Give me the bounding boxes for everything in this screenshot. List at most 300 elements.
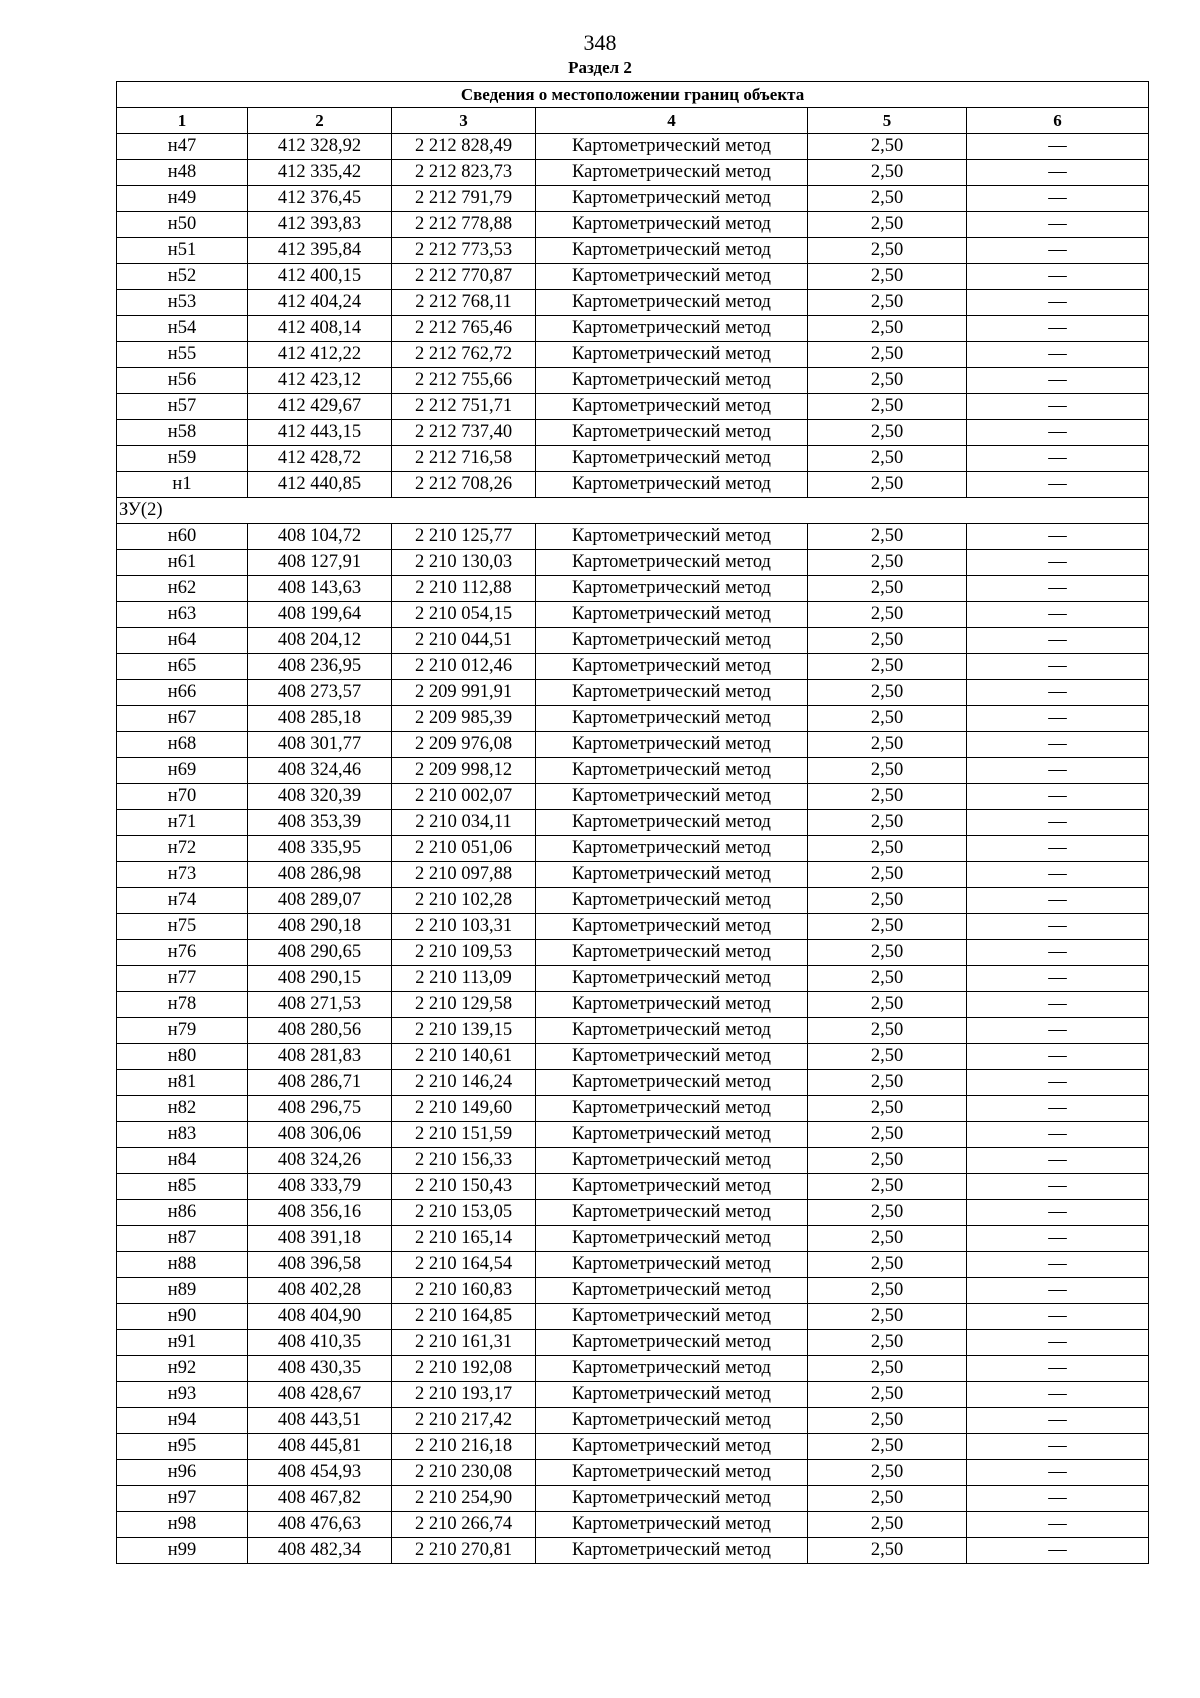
x-coordinate-cell: 412 428,72: [248, 446, 392, 472]
y-coordinate-cell: 2 210 161,31: [392, 1330, 536, 1356]
y-coordinate-cell: 2 210 156,33: [392, 1148, 536, 1174]
description-cell: —: [967, 446, 1149, 472]
method-cell: Картометрический метод: [536, 1226, 808, 1252]
point-id-cell: н73: [117, 862, 248, 888]
description-cell: —: [967, 784, 1149, 810]
method-cell: Картометрический метод: [536, 602, 808, 628]
x-coordinate-cell: 408 273,57: [248, 680, 392, 706]
accuracy-cell: 2,50: [808, 524, 967, 550]
x-coordinate-cell: 408 290,65: [248, 940, 392, 966]
table-row: [117, 576, 1149, 602]
method-cell: Картометрический метод: [536, 1538, 808, 1564]
accuracy-cell: 2,50: [808, 368, 967, 394]
accuracy-cell: 2,50: [808, 992, 967, 1018]
method-cell: Картометрический метод: [536, 1356, 808, 1382]
point-id-cell: н61: [117, 550, 248, 576]
y-coordinate-cell: 2 209 985,39: [392, 706, 536, 732]
accuracy-cell: 2,50: [808, 576, 967, 602]
table-body: [117, 134, 1149, 1564]
description-cell: —: [967, 576, 1149, 602]
method-cell: Картометрический метод: [536, 368, 808, 394]
description-cell: —: [967, 992, 1149, 1018]
y-coordinate-cell: 2 212 791,79: [392, 186, 536, 212]
x-coordinate-cell: 408 271,53: [248, 992, 392, 1018]
column-header-2: 2: [248, 108, 392, 134]
method-cell: Картометрический метод: [536, 1304, 808, 1330]
x-coordinate-cell: 408 428,67: [248, 1382, 392, 1408]
accuracy-cell: 2,50: [808, 472, 967, 498]
page-number: 348: [583, 30, 617, 55]
method-cell: Картометрический метод: [536, 836, 808, 862]
description-cell: —: [967, 706, 1149, 732]
accuracy-cell: 2,50: [808, 186, 967, 212]
accuracy-cell: 2,50: [808, 446, 967, 472]
method-cell: Картометрический метод: [536, 1252, 808, 1278]
table-row: [117, 706, 1149, 732]
point-id-cell: н70: [117, 784, 248, 810]
method-cell: Картометрический метод: [536, 290, 808, 316]
x-coordinate-cell: 408 467,82: [248, 1486, 392, 1512]
description-cell: —: [967, 186, 1149, 212]
description-cell: —: [967, 732, 1149, 758]
table-row: [117, 1174, 1149, 1200]
description-cell: —: [967, 1538, 1149, 1564]
accuracy-cell: 2,50: [808, 420, 967, 446]
point-id-cell: н55: [117, 342, 248, 368]
point-id-cell: н98: [117, 1512, 248, 1538]
point-id-cell: н52: [117, 264, 248, 290]
y-coordinate-cell: 2 210 165,14: [392, 1226, 536, 1252]
description-cell: —: [967, 368, 1149, 394]
y-coordinate-cell: 2 212 778,88: [392, 212, 536, 238]
x-coordinate-cell: 408 320,39: [248, 784, 392, 810]
y-coordinate-cell: 2 210 012,46: [392, 654, 536, 680]
point-id-cell: н67: [117, 706, 248, 732]
method-cell: Картометрический метод: [536, 1096, 808, 1122]
y-coordinate-cell: 2 210 270,81: [392, 1538, 536, 1564]
table-row: [117, 1304, 1149, 1330]
method-cell: Картометрический метод: [536, 1148, 808, 1174]
accuracy-cell: 2,50: [808, 160, 967, 186]
accuracy-cell: 2,50: [808, 940, 967, 966]
method-cell: Картометрический метод: [536, 134, 808, 160]
description-cell: —: [967, 1200, 1149, 1226]
description-cell: —: [967, 1278, 1149, 1304]
accuracy-cell: 2,50: [808, 966, 967, 992]
y-coordinate-cell: 2 210 164,85: [392, 1304, 536, 1330]
accuracy-cell: 2,50: [808, 836, 967, 862]
x-coordinate-cell: 412 429,67: [248, 394, 392, 420]
x-coordinate-cell: 408 353,39: [248, 810, 392, 836]
table-row: [117, 160, 1149, 186]
point-id-cell: н78: [117, 992, 248, 1018]
table-row: [117, 368, 1149, 394]
x-coordinate-cell: 408 199,64: [248, 602, 392, 628]
point-id-cell: н81: [117, 1070, 248, 1096]
accuracy-cell: 2,50: [808, 264, 967, 290]
accuracy-cell: 2,50: [808, 1226, 967, 1252]
x-coordinate-cell: 408 286,98: [248, 862, 392, 888]
y-coordinate-cell: 2 210 230,08: [392, 1460, 536, 1486]
point-id-cell: н47: [117, 134, 248, 160]
x-coordinate-cell: 408 127,91: [248, 550, 392, 576]
x-coordinate-cell: 408 324,26: [248, 1148, 392, 1174]
method-cell: Картометрический метод: [536, 758, 808, 784]
accuracy-cell: 2,50: [808, 628, 967, 654]
x-coordinate-cell: 408 285,18: [248, 706, 392, 732]
point-id-cell: н95: [117, 1434, 248, 1460]
table-row: [117, 316, 1149, 342]
method-cell: Картометрический метод: [536, 160, 808, 186]
column-number-row: [117, 108, 1149, 134]
description-cell: —: [967, 1512, 1149, 1538]
y-coordinate-cell: 2 212 737,40: [392, 420, 536, 446]
point-id-cell: н68: [117, 732, 248, 758]
description-cell: —: [967, 1044, 1149, 1070]
point-id-cell: н94: [117, 1408, 248, 1434]
point-id-cell: н66: [117, 680, 248, 706]
accuracy-cell: 2,50: [808, 1018, 967, 1044]
group-row: [117, 498, 1149, 524]
table-row: [117, 966, 1149, 992]
point-id-cell: н58: [117, 420, 248, 446]
point-id-cell: н92: [117, 1356, 248, 1382]
description-cell: —: [967, 602, 1149, 628]
x-coordinate-cell: 408 443,51: [248, 1408, 392, 1434]
point-id-cell: н51: [117, 238, 248, 264]
y-coordinate-cell: 2 210 139,15: [392, 1018, 536, 1044]
table-row: [117, 1200, 1149, 1226]
point-id-cell: н57: [117, 394, 248, 420]
table-row: [117, 602, 1149, 628]
accuracy-cell: 2,50: [808, 550, 967, 576]
point-id-cell: н85: [117, 1174, 248, 1200]
table-row: [117, 550, 1149, 576]
x-coordinate-cell: 412 404,24: [248, 290, 392, 316]
x-coordinate-cell: 412 395,84: [248, 238, 392, 264]
table-row: [117, 1356, 1149, 1382]
point-id-cell: н56: [117, 368, 248, 394]
table-row: [117, 654, 1149, 680]
y-coordinate-cell: 2 210 034,11: [392, 810, 536, 836]
x-coordinate-cell: 408 482,34: [248, 1538, 392, 1564]
method-cell: Картометрический метод: [536, 238, 808, 264]
method-cell: Картометрический метод: [536, 732, 808, 758]
method-cell: Картометрический метод: [536, 888, 808, 914]
table-row: [117, 1512, 1149, 1538]
accuracy-cell: 2,50: [808, 602, 967, 628]
x-coordinate-cell: 408 289,07: [248, 888, 392, 914]
y-coordinate-cell: 2 212 716,58: [392, 446, 536, 472]
description-cell: —: [967, 1304, 1149, 1330]
description-cell: —: [967, 758, 1149, 784]
point-id-cell: н62: [117, 576, 248, 602]
point-id-cell: н75: [117, 914, 248, 940]
table-row: [117, 940, 1149, 966]
point-id-cell: н69: [117, 758, 248, 784]
y-coordinate-cell: 2 210 266,74: [392, 1512, 536, 1538]
accuracy-cell: 2,50: [808, 862, 967, 888]
x-coordinate-cell: 412 328,92: [248, 134, 392, 160]
description-cell: —: [967, 966, 1149, 992]
y-coordinate-cell: 2 210 102,28: [392, 888, 536, 914]
description-cell: —: [967, 680, 1149, 706]
description-cell: —: [967, 524, 1149, 550]
description-cell: —: [967, 394, 1149, 420]
description-cell: —: [967, 472, 1149, 498]
point-id-cell: н87: [117, 1226, 248, 1252]
y-coordinate-cell: 2 212 773,53: [392, 238, 536, 264]
x-coordinate-cell: 408 391,18: [248, 1226, 392, 1252]
accuracy-cell: 2,50: [808, 1408, 967, 1434]
table-row: [117, 134, 1149, 160]
accuracy-cell: 2,50: [808, 394, 967, 420]
y-coordinate-cell: 2 210 153,05: [392, 1200, 536, 1226]
point-id-cell: н54: [117, 316, 248, 342]
method-cell: Картометрический метод: [536, 342, 808, 368]
method-cell: Картометрический метод: [536, 1018, 808, 1044]
method-cell: Картометрический метод: [536, 1512, 808, 1538]
method-cell: Картометрический метод: [536, 1122, 808, 1148]
accuracy-cell: 2,50: [808, 290, 967, 316]
accuracy-cell: 2,50: [808, 1486, 967, 1512]
x-coordinate-cell: 408 296,75: [248, 1096, 392, 1122]
y-coordinate-cell: 2 209 991,91: [392, 680, 536, 706]
y-coordinate-cell: 2 212 823,73: [392, 160, 536, 186]
method-cell: Картометрический метод: [536, 524, 808, 550]
method-cell: Картометрический метод: [536, 446, 808, 472]
x-coordinate-cell: 408 306,06: [248, 1122, 392, 1148]
point-id-cell: н71: [117, 810, 248, 836]
accuracy-cell: 2,50: [808, 1382, 967, 1408]
description-cell: —: [967, 810, 1149, 836]
table-row: [117, 1434, 1149, 1460]
table-row: [117, 446, 1149, 472]
table-row: [117, 1538, 1149, 1564]
description-cell: —: [967, 134, 1149, 160]
accuracy-cell: 2,50: [808, 1200, 967, 1226]
y-coordinate-cell: 2 210 051,06: [392, 836, 536, 862]
y-coordinate-cell: 2 210 103,31: [392, 914, 536, 940]
point-id-cell: н99: [117, 1538, 248, 1564]
point-id-cell: н89: [117, 1278, 248, 1304]
point-id-cell: н82: [117, 1096, 248, 1122]
table-row: [117, 862, 1149, 888]
point-id-cell: н93: [117, 1382, 248, 1408]
point-id-cell: н74: [117, 888, 248, 914]
y-coordinate-cell: 2 210 097,88: [392, 862, 536, 888]
method-cell: Картометрический метод: [536, 1070, 808, 1096]
method-cell: Картометрический метод: [536, 394, 808, 420]
description-cell: —: [967, 1382, 1149, 1408]
y-coordinate-cell: 2 210 192,08: [392, 1356, 536, 1382]
method-cell: Картометрический метод: [536, 680, 808, 706]
table-row: [117, 1382, 1149, 1408]
method-cell: Картометрический метод: [536, 1174, 808, 1200]
x-coordinate-cell: 408 445,81: [248, 1434, 392, 1460]
description-cell: —: [967, 836, 1149, 862]
x-coordinate-cell: 412 440,85: [248, 472, 392, 498]
table-row: [117, 1330, 1149, 1356]
description-cell: —: [967, 1096, 1149, 1122]
method-cell: Картометрический метод: [536, 316, 808, 342]
table-row: [117, 394, 1149, 420]
description-cell: —: [967, 914, 1149, 940]
method-cell: Картометрический метод: [536, 212, 808, 238]
x-coordinate-cell: 408 286,71: [248, 1070, 392, 1096]
method-cell: Картометрический метод: [536, 1200, 808, 1226]
y-coordinate-cell: 2 210 140,61: [392, 1044, 536, 1070]
x-coordinate-cell: 408 236,95: [248, 654, 392, 680]
method-cell: Картометрический метод: [536, 1434, 808, 1460]
y-coordinate-cell: 2 212 751,71: [392, 394, 536, 420]
point-id-cell: н84: [117, 1148, 248, 1174]
method-cell: Картометрический метод: [536, 1044, 808, 1070]
y-coordinate-cell: 2 210 160,83: [392, 1278, 536, 1304]
point-id-cell: н79: [117, 1018, 248, 1044]
accuracy-cell: 2,50: [808, 680, 967, 706]
method-cell: Картометрический метод: [536, 966, 808, 992]
point-id-cell: н96: [117, 1460, 248, 1486]
x-coordinate-cell: 408 396,58: [248, 1252, 392, 1278]
y-coordinate-cell: 2 210 129,58: [392, 992, 536, 1018]
y-coordinate-cell: 2 210 217,42: [392, 1408, 536, 1434]
x-coordinate-cell: 408 335,95: [248, 836, 392, 862]
x-coordinate-cell: 408 430,35: [248, 1356, 392, 1382]
y-coordinate-cell: 2 210 151,59: [392, 1122, 536, 1148]
method-cell: Картометрический метод: [536, 1460, 808, 1486]
description-cell: —: [967, 1356, 1149, 1382]
table-row: [117, 420, 1149, 446]
table-row: [117, 784, 1149, 810]
description-cell: —: [967, 264, 1149, 290]
accuracy-cell: 2,50: [808, 1148, 967, 1174]
method-cell: Картометрический метод: [536, 784, 808, 810]
x-coordinate-cell: 408 454,93: [248, 1460, 392, 1486]
x-coordinate-cell: 408 301,77: [248, 732, 392, 758]
accuracy-cell: 2,50: [808, 1252, 967, 1278]
table-row: [117, 1408, 1149, 1434]
x-coordinate-cell: 408 476,63: [248, 1512, 392, 1538]
accuracy-cell: 2,50: [808, 1538, 967, 1564]
description-cell: —: [967, 1408, 1149, 1434]
description-cell: —: [967, 1434, 1149, 1460]
group-label: ЗУ(2): [117, 498, 1149, 524]
y-coordinate-cell: 2 210 254,90: [392, 1486, 536, 1512]
x-coordinate-cell: 408 104,72: [248, 524, 392, 550]
description-cell: —: [967, 238, 1149, 264]
method-cell: Картометрический метод: [536, 810, 808, 836]
description-cell: —: [967, 342, 1149, 368]
table-row: [117, 342, 1149, 368]
y-coordinate-cell: 2 210 002,07: [392, 784, 536, 810]
description-cell: —: [967, 1226, 1149, 1252]
method-cell: Картометрический метод: [536, 914, 808, 940]
x-coordinate-cell: 412 393,83: [248, 212, 392, 238]
point-id-cell: н60: [117, 524, 248, 550]
table-row: [117, 238, 1149, 264]
point-id-cell: н63: [117, 602, 248, 628]
description-cell: —: [967, 1018, 1149, 1044]
table-row: [117, 212, 1149, 238]
y-coordinate-cell: 2 210 125,77: [392, 524, 536, 550]
description-cell: —: [967, 290, 1149, 316]
x-coordinate-cell: 408 204,12: [248, 628, 392, 654]
y-coordinate-cell: 2 212 768,11: [392, 290, 536, 316]
x-coordinate-cell: 412 335,42: [248, 160, 392, 186]
x-coordinate-cell: 412 376,45: [248, 186, 392, 212]
y-coordinate-cell: 2 212 755,66: [392, 368, 536, 394]
accuracy-cell: 2,50: [808, 1512, 967, 1538]
x-coordinate-cell: 408 356,16: [248, 1200, 392, 1226]
x-coordinate-cell: 408 333,79: [248, 1174, 392, 1200]
x-coordinate-cell: 412 408,14: [248, 316, 392, 342]
table-title: Сведения о местоположении границ объекта: [117, 82, 1149, 108]
x-coordinate-cell: 408 143,63: [248, 576, 392, 602]
accuracy-cell: 2,50: [808, 1434, 967, 1460]
table-row: [117, 732, 1149, 758]
accuracy-cell: 2,50: [808, 316, 967, 342]
point-id-cell: н48: [117, 160, 248, 186]
y-coordinate-cell: 2 210 149,60: [392, 1096, 536, 1122]
method-cell: Картометрический метод: [536, 1278, 808, 1304]
method-cell: Картометрический метод: [536, 628, 808, 654]
method-cell: Картометрический метод: [536, 1330, 808, 1356]
table-title-row: [117, 82, 1149, 108]
description-cell: —: [967, 160, 1149, 186]
y-coordinate-cell: 2 210 164,54: [392, 1252, 536, 1278]
description-cell: —: [967, 420, 1149, 446]
description-cell: —: [967, 1252, 1149, 1278]
accuracy-cell: 2,50: [808, 1070, 967, 1096]
accuracy-cell: 2,50: [808, 1122, 967, 1148]
description-cell: —: [967, 888, 1149, 914]
y-coordinate-cell: 2 210 130,03: [392, 550, 536, 576]
table-row: [117, 628, 1149, 654]
accuracy-cell: 2,50: [808, 134, 967, 160]
description-cell: —: [967, 1486, 1149, 1512]
table-row: [117, 810, 1149, 836]
point-id-cell: н72: [117, 836, 248, 862]
accuracy-cell: 2,50: [808, 706, 967, 732]
description-cell: —: [967, 654, 1149, 680]
point-id-cell: н80: [117, 1044, 248, 1070]
point-id-cell: н1: [117, 472, 248, 498]
column-header-4: 4: [536, 108, 808, 134]
y-coordinate-cell: 2 212 762,72: [392, 342, 536, 368]
method-cell: Картометрический метод: [536, 654, 808, 680]
point-id-cell: н76: [117, 940, 248, 966]
point-id-cell: н97: [117, 1486, 248, 1512]
method-cell: Картометрический метод: [536, 1382, 808, 1408]
section-title: Раздел 2: [568, 58, 632, 77]
method-cell: Картометрический метод: [536, 264, 808, 290]
x-coordinate-cell: 408 402,28: [248, 1278, 392, 1304]
y-coordinate-cell: 2 209 998,12: [392, 758, 536, 784]
point-id-cell: н86: [117, 1200, 248, 1226]
x-coordinate-cell: 408 280,56: [248, 1018, 392, 1044]
accuracy-cell: 2,50: [808, 1356, 967, 1382]
y-coordinate-cell: 2 210 146,24: [392, 1070, 536, 1096]
y-coordinate-cell: 2 210 216,18: [392, 1434, 536, 1460]
column-header-5: 5: [808, 108, 967, 134]
method-cell: Картометрический метод: [536, 472, 808, 498]
boundary-coordinates-table: [116, 81, 1149, 1564]
point-id-cell: н65: [117, 654, 248, 680]
method-cell: Картометрический метод: [536, 550, 808, 576]
accuracy-cell: 2,50: [808, 810, 967, 836]
y-coordinate-cell: 2 212 765,46: [392, 316, 536, 342]
